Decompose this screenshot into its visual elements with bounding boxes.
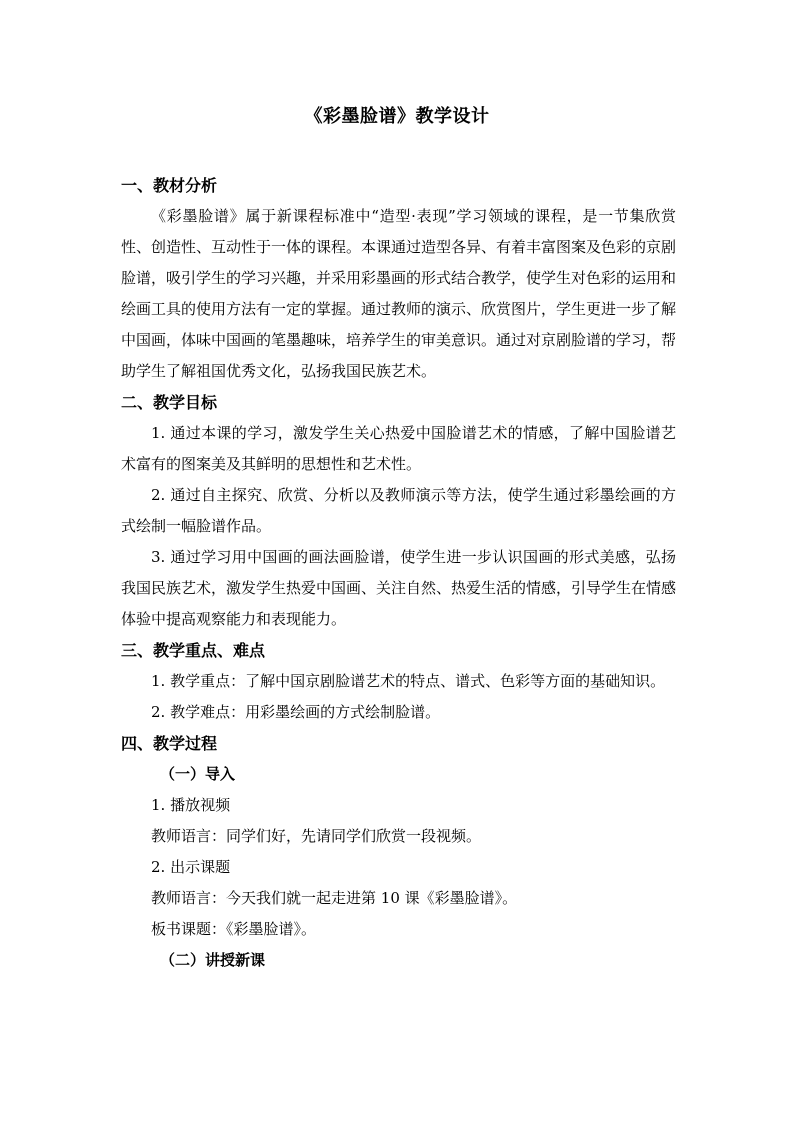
process-step-2-board: 板书课题：《彩墨脸谱》。	[151, 920, 317, 938]
objective-item-2: 2. 通过自主探究、欣赏、分析以及教师演示等方法，使学生通过彩墨绘画的方式绘制一幅脸谱作品。	[121, 486, 676, 535]
objective-item-1: 1. 通过本课的学习，激发学生关心热爱中国脸谱艺术的情感，了解中国脸谱艺术富有的图案美及其鲜明的思想性和艺术性。	[121, 424, 676, 473]
section-heading-analysis: 一、教材分析	[121, 176, 218, 195]
process-subheading-intro: （一）导入	[160, 765, 236, 783]
objective-item-3: 3. 通过学习用中国画的画法画脸谱，使学生进一步认识国画的形式美感，弘扬我国民族艺术，激发学生热爱中国画、关注自然、热爱生活的情感，引导学生在情感体验中提高观察能力和表现能力。	[121, 548, 677, 628]
process-step-1-text: 教师语言：同学们好，先请同学们欣赏一段视频。	[151, 827, 482, 845]
key-point-item-2: 2. 教学难点：用彩墨绘画的方式绘制脸谱。	[151, 703, 441, 721]
document-body	[121, 170, 676, 976]
document-title: 《彩墨脸谱》教学设计	[304, 106, 490, 127]
process-step-1: 1. 播放视频	[151, 796, 231, 814]
process-step-2: 2. 出示课题	[151, 858, 231, 876]
section-heading-key-points: 三、教学重点、难点	[121, 641, 266, 660]
process-subheading-new-lesson: （二）讲授新课	[160, 951, 266, 969]
section-heading-objectives: 二、教学目标	[121, 393, 218, 412]
key-point-item-1: 1. 教学重点：了解中国京剧脸谱艺术的特点、谱式、色彩等方面的基础知识。	[151, 672, 666, 690]
analysis-paragraph: 《彩墨脸谱》属于新课程标准中“造型·表现”学习领域的课程，是一节集欣赏性、创造性、互动性于一体的课程。本课通过造型各异、有着丰富图案及色彩的京剧脸谱，吸引学生的学习兴趣，并采用彩墨画的形式结合教学，使学生对色彩的运用和绘画工具的使用方法有一定的掌握。通过教师的演示、欣赏图片，学生更进一步了解中国画，体味中国画的笔墨趣味，培养学生的审美意识。通过对京剧脸谱的学习，帮助学生了解祖国优秀文化，弘扬我国民族艺术。	[121, 207, 677, 380]
section-heading-process: 四、教学过程	[121, 734, 218, 753]
process-step-2-text: 教师语言：今天我们就一起走进第 10 课《彩墨脸谱》。	[151, 889, 518, 907]
